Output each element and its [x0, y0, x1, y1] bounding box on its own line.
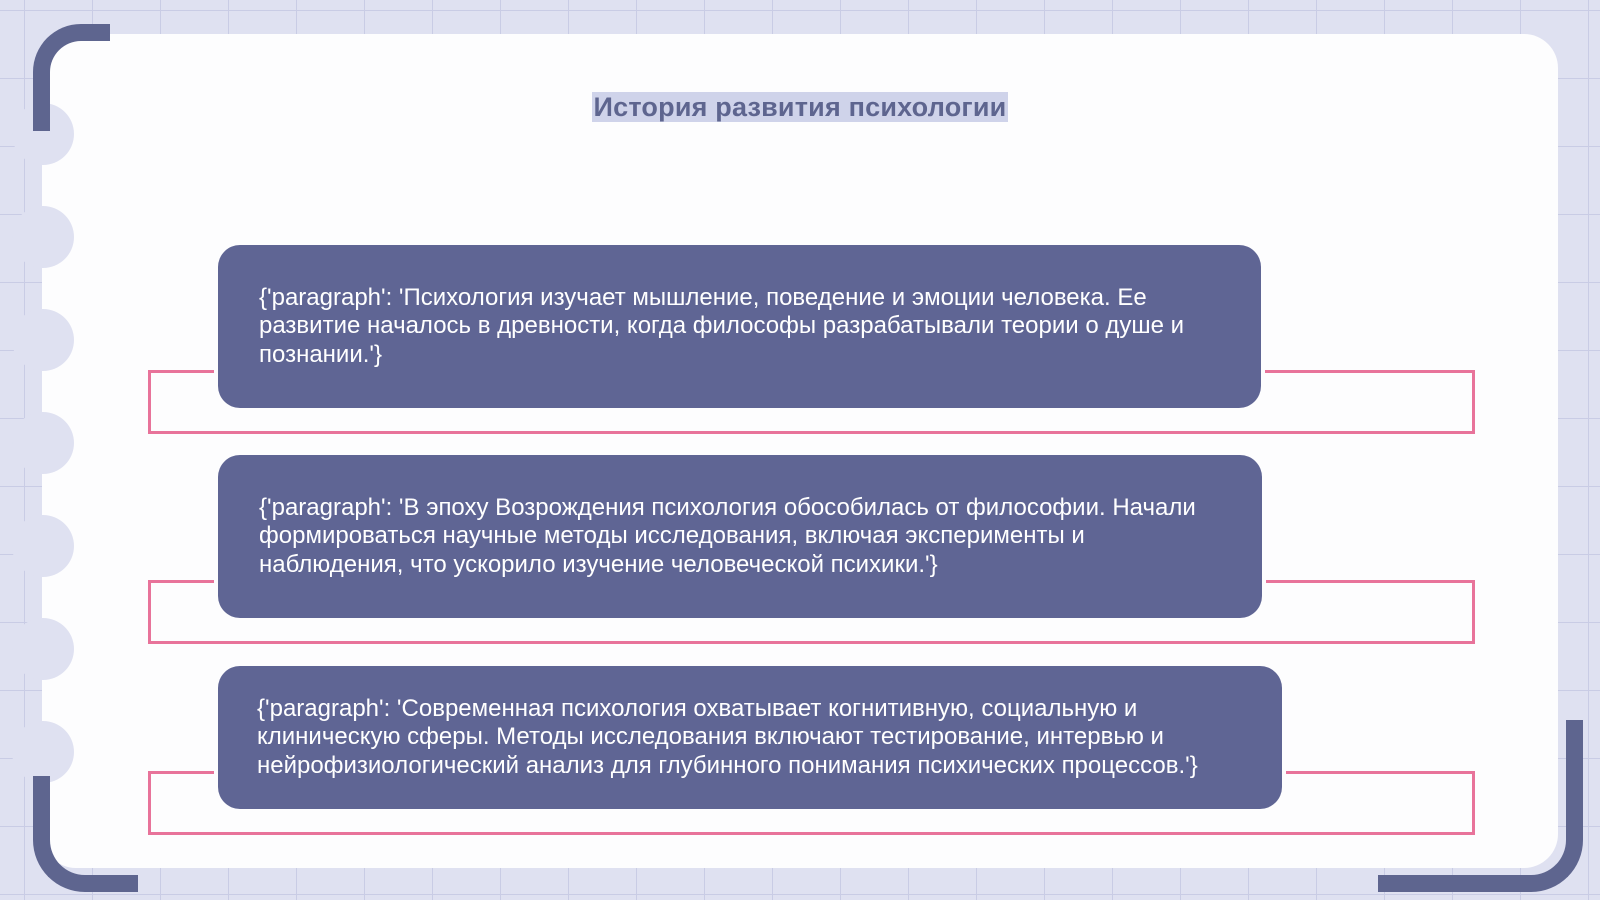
corner-bracket-bottom-left [33, 776, 138, 892]
card-paragraph: {'paragraph': 'Современная психология охватывает когнитивную, социальную и клиническую сферы. Методы исследования включают тестирование, интервью и нейрофизиологический анализ для глубинного понимания психических процессов.'} [257, 694, 1198, 779]
text-card-3 [218, 666, 1282, 809]
notebook-hole [12, 206, 74, 268]
notebook-hole [12, 412, 74, 474]
notebook-hole [12, 618, 74, 680]
text-card-2 [218, 455, 1262, 618]
page-title [0, 92, 1600, 123]
notebook-hole [12, 721, 74, 783]
card-paragraph: {'paragraph': 'Психология изучает мышление, поведение и эмоции человека. Ее развитие началось в древности, когда философы разрабатывали теории о душе и познании.'} [259, 283, 1185, 368]
page-title-text: История развития психологии [593, 92, 1007, 122]
text-card-1 [218, 245, 1261, 408]
notebook-hole [12, 515, 74, 577]
notebook-hole [12, 309, 74, 371]
card-paragraph: {'paragraph': 'В эпоху Возрождения психология обособилась от философии. Начали формироваться научные методы исследования, включая эксперименты и наблюдения, что ускорило изучение человеческой психики.'} [259, 493, 1196, 578]
